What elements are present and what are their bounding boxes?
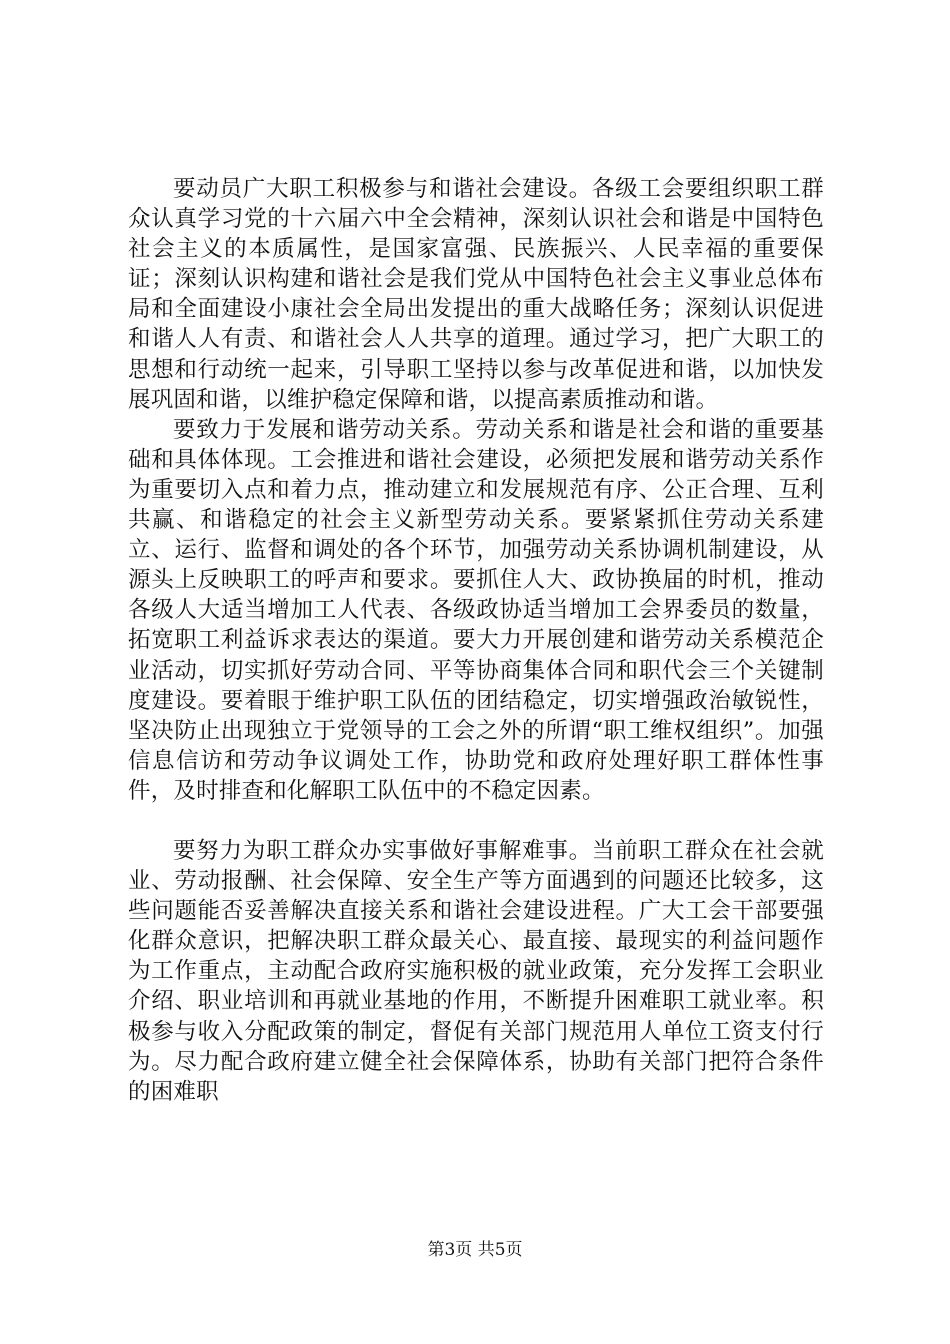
paragraph-2: 要致力于发展和谐劳动关系。劳动关系和谐是社会和谐的重要基础和具体体现。工会推进和谐社会建设，必须把发展和谐劳动关系作为重要切入点和着力点，推动建立和发展规范有序、公正合理、互利共赢、和谐稳定的社会主义新型劳动关系。要紧紧抓住劳动关系建立、运行、监督和调处的各个环节，加强劳动关系协调机制建设，从源头上反映职工的呼声和要求。要抓住人大、政协换届的时机，推动各级人大适当增加工人代表、各级政协适当增加工会界委员的数量，拓宽职工利益诉求表达的渠道。要大力开展创建和谐劳动关系模范企业活动，切实抓好劳动合同、平等协商集体合同和职代会三个关键制度建设。要着眼于维护职工队伍的团结稳定，切实增强政治敏锐性，坚决防止出现独立于党领导的工会之外的所谓“职工维权组织”。加强信息信访和劳动争议调处工作，协助党和政府处理好职工群体性事件，及时排查和化解职工队伍中的不稳定因素。 [128, 416, 824, 804]
page-footer: 第3页 共5页 [427, 1240, 523, 1260]
paragraph-3: 要努力为职工群众办实事做好事解难事。当前职工群众在社会就业、劳动报酬、社会保障、安全生产等方面遇到的问题还比较多，这些问题能否妥善解决直接关系和谐社会建设进程。广大工会干部要强化群众意识，把解决职工群众最关心、最直接、最现实的利益问题作为工作重点，主动配合政府实施积极的就业政策，充分发挥工会职业介绍、职业培训和再就业基地的作用，不断提升困难职工就业率。积极参与收入分配政策的制定，督促有关部门规范用人单位工资支付行为。尽力配合政府建立健全社会保障体系，协助有关部门把符合条件的困难职 [128, 837, 824, 1105]
document-body [128, 174, 824, 1107]
paragraph-spacer [128, 806, 824, 836]
paragraph-1: 要动员广大职工积极参与和谐社会建设。各级工会要组织职工群众认真学习党的十六届六中全会精神，深刻认识社会和谐是中国特色社会主义的本质属性，是国家富强、民族振兴、人民幸福的重要保证；深刻认识构建和谐社会是我们党从中国特色社会主义事业总体布局和全面建设小康社会全局出发提出的重大战略任务；深刻认识促进和谐人人有责、和谐社会人人共享的道理。通过学习，把广大职工的思想和行动统一起来，引导职工坚持以参与改革促进和谐，以加快发展巩固和谐，以维护稳定保障和谐，以提高素质推动和谐。 [128, 176, 824, 413]
